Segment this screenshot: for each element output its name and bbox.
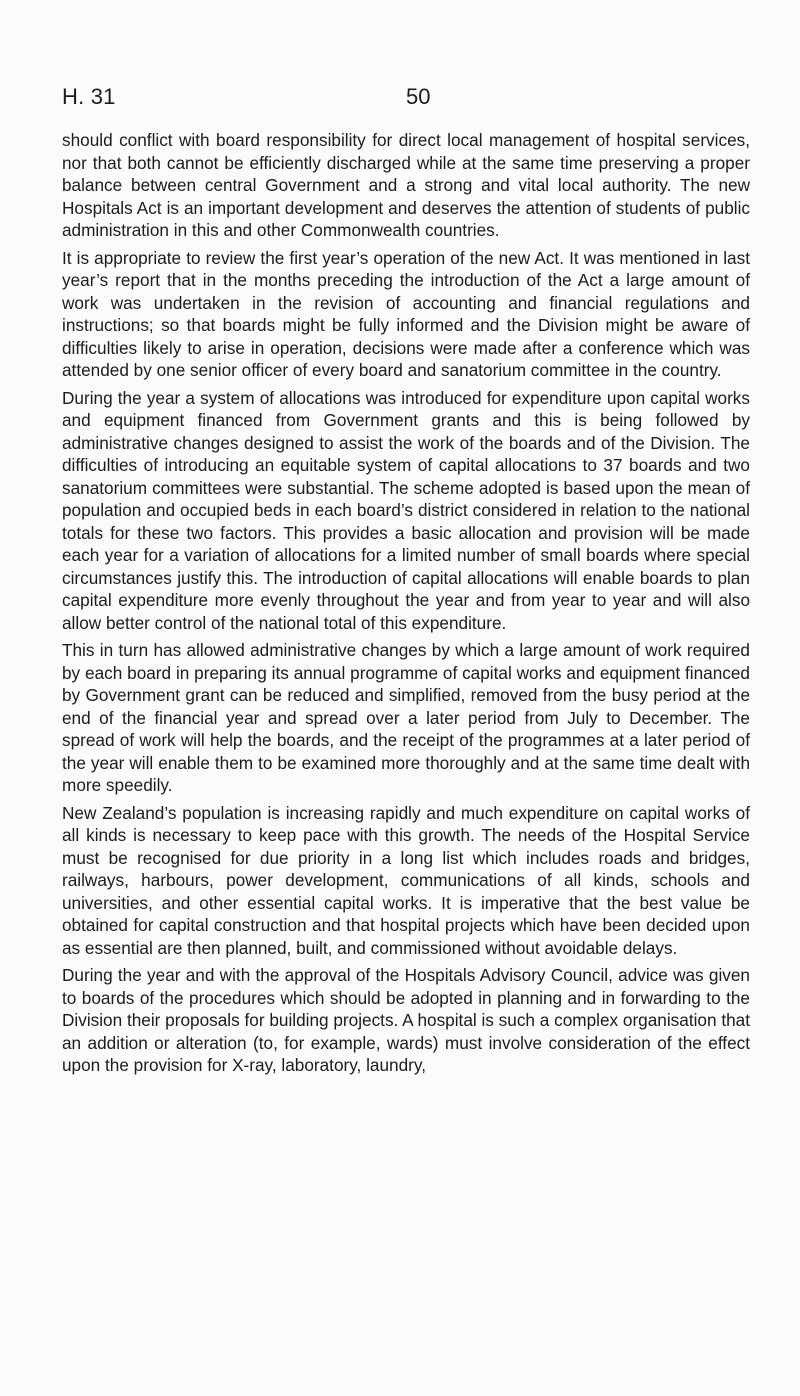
paragraph: should conflict with board responsibility for direct local management of hospital services, nor that both cannot be efficiently discharged while at the same time preserving a proper balance between central Government and a strong and vital local authority. The new Hospitals Act is an important development and deserves the attention of students of public administration in this and other Commonwealth countries. xyxy=(62,130,750,240)
document-reference: H. 31 xyxy=(62,84,116,109)
paragraph: It is appropriate to review the first year’s operation of the new Act. It was mentioned in last year’s report that in the months preceding the introduction of the Act a large amount of work was undertaken in the revision of accounting and financial regulations and instructions; so that boards might be fully informed and the Division might be aware of difficulties likely to arise in operation, decisions were made after a conference which was attended by one senior officer of every board and sanatorium committee in the country. xyxy=(62,247,750,380)
paragraph: During the year a system of allocations was introduced for expenditure upon capital works and equipment financed from Government grants and this is being followed by administrative changes designed to assist the work of the boards and of the Division. The difficulties of introducing an equitable system of capital allocations to 37 boards and two sanatorium committees were substantial. The scheme adopted is based upon the mean of population and occupied beds in each board’s district considered in relation to the national totals for these two factors. This provides a basic allocation and provision will be made each year for a variation of allocations for a limited number of small boards where special circumstances justify this. The introduction of capital allocations will enable boards to plan capital expenditure more evenly throughout the year and from year to year and will also allow better control of the national total of this expenditure. xyxy=(62,387,750,633)
paragraph: During the year and with the approval of the Hospitals Advisory Council, advice was given to boards of the procedures which should be adopted in planning and in forwarding to the Division their proposals for building projects. A hospital is such a complex organisation that an addition or alteration (to, for example, wards) must involve consideration of the effect upon the provision for X-ray, laboratory, laundry, xyxy=(62,965,750,1075)
page-number: 50 xyxy=(406,84,431,109)
paragraph: New Zealand’s population is increasing rapidly and much expenditure on capital works of all kinds is necessary to keep pace with this growth. The needs of the Hospital Service must be recognised for due priority in a long list which includes roads and bridges, railways, harbours, power development, communications of all kinds, schools and universities, and other essential capital works. It is imperative that the best value be obtained for capital construction and that hospital projects which have been decided upon as essential are then planned, built, and commissioned without avoidable delays. xyxy=(62,802,750,958)
page-header xyxy=(62,84,800,114)
body-text xyxy=(62,129,750,1082)
paragraph: This in turn has allowed administrative changes by which a large amount of work required by each board in preparing its annual programme of capital works and equipment financed by Government grant can be reduced and simplified, removed from the busy period at the end of the financial year and spread over a later period from July to December. The spread of work will help the boards, and the receipt of the programmes at a later period of the year will enable them to be examined more thoroughly and at the same time dealt with more speedily. xyxy=(62,640,750,795)
